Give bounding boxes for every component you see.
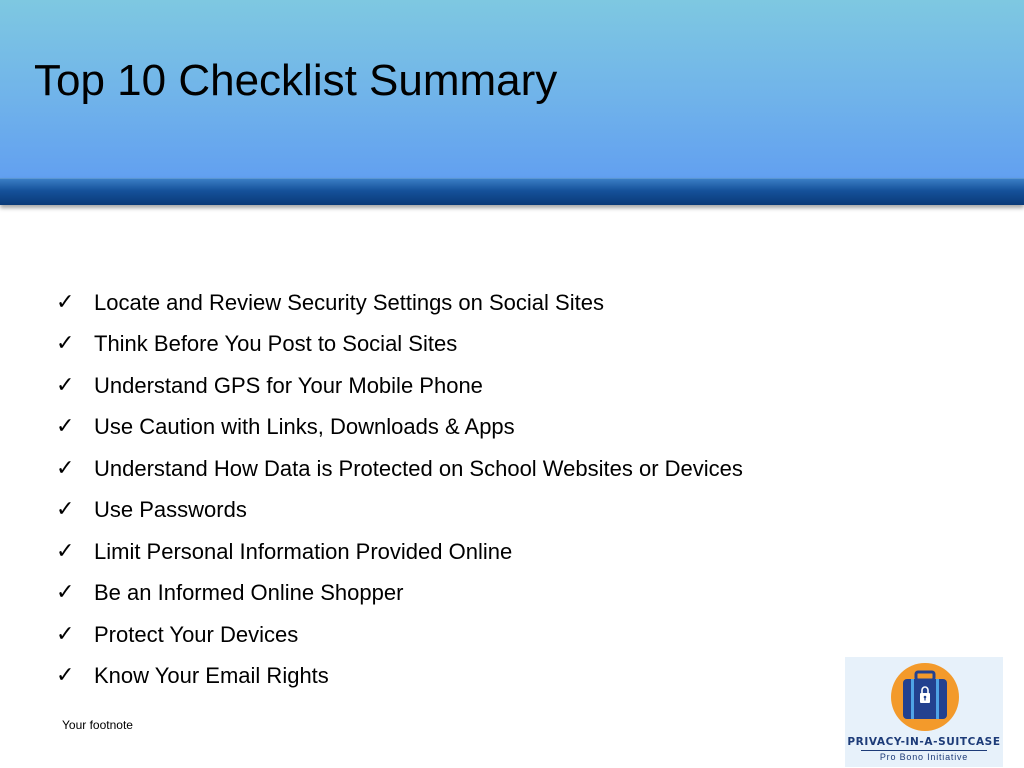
checklist-item	[56, 573, 743, 615]
logo-subtitle: Pro Bono Initiative	[879, 752, 969, 762]
checkmark-icon: ✓	[56, 414, 75, 440]
checklist-item	[56, 614, 743, 656]
checklist-item	[56, 656, 743, 698]
checklist-item-text: Understand How Data is Protected on School Websites or Devices	[94, 455, 743, 481]
checklist-item	[56, 365, 743, 407]
checklist-item-text: Protect Your Devices	[94, 621, 299, 647]
checklist-item-text: Know Your Email Rights	[94, 663, 329, 689]
checklist-item	[56, 490, 743, 532]
checklist-item	[56, 448, 743, 490]
logo-name: PRIVACY-IN-A-SUITCASE	[847, 736, 1001, 748]
checklist-item	[56, 531, 743, 573]
checklist-item-text: Think Before You Post to Social Sites	[94, 331, 458, 357]
suitcase-lock-icon	[889, 661, 961, 733]
slide-title: Top 10 Checklist Summary	[34, 56, 558, 105]
checkmark-icon: ✓	[56, 580, 75, 606]
checkmark-icon: ✓	[56, 455, 75, 481]
checkmark-icon: ✓	[56, 289, 75, 315]
checklist-item-text: Understand GPS for Your Mobile Phone	[94, 372, 483, 398]
checklist-item-text: Locate and Review Security Settings on Social Sites	[94, 289, 604, 315]
checklist-item-text: Limit Personal Information Provided Online	[94, 538, 513, 564]
checkmark-icon: ✓	[56, 331, 75, 357]
checklist-item	[56, 324, 743, 366]
checkmark-icon: ✓	[56, 538, 75, 564]
slide-header	[0, 0, 1024, 178]
header-band	[0, 178, 1024, 205]
checkmark-icon: ✓	[56, 621, 75, 647]
privacy-in-a-suitcase-logo	[845, 657, 1003, 767]
checkmark-icon: ✓	[56, 663, 75, 689]
footnote: Your footnote	[62, 718, 133, 732]
checklist-item-text: Use Passwords	[94, 497, 247, 523]
checkmark-icon: ✓	[56, 497, 75, 523]
checklist-item	[56, 282, 743, 324]
checklist-item-text: Use Caution with Links, Downloads & Apps	[94, 414, 515, 440]
logo-divider	[861, 750, 987, 751]
checklist	[56, 282, 743, 697]
checklist-item-text: Be an Informed Online Shopper	[94, 580, 404, 606]
checkmark-icon: ✓	[56, 372, 75, 398]
checklist-item	[56, 407, 743, 449]
